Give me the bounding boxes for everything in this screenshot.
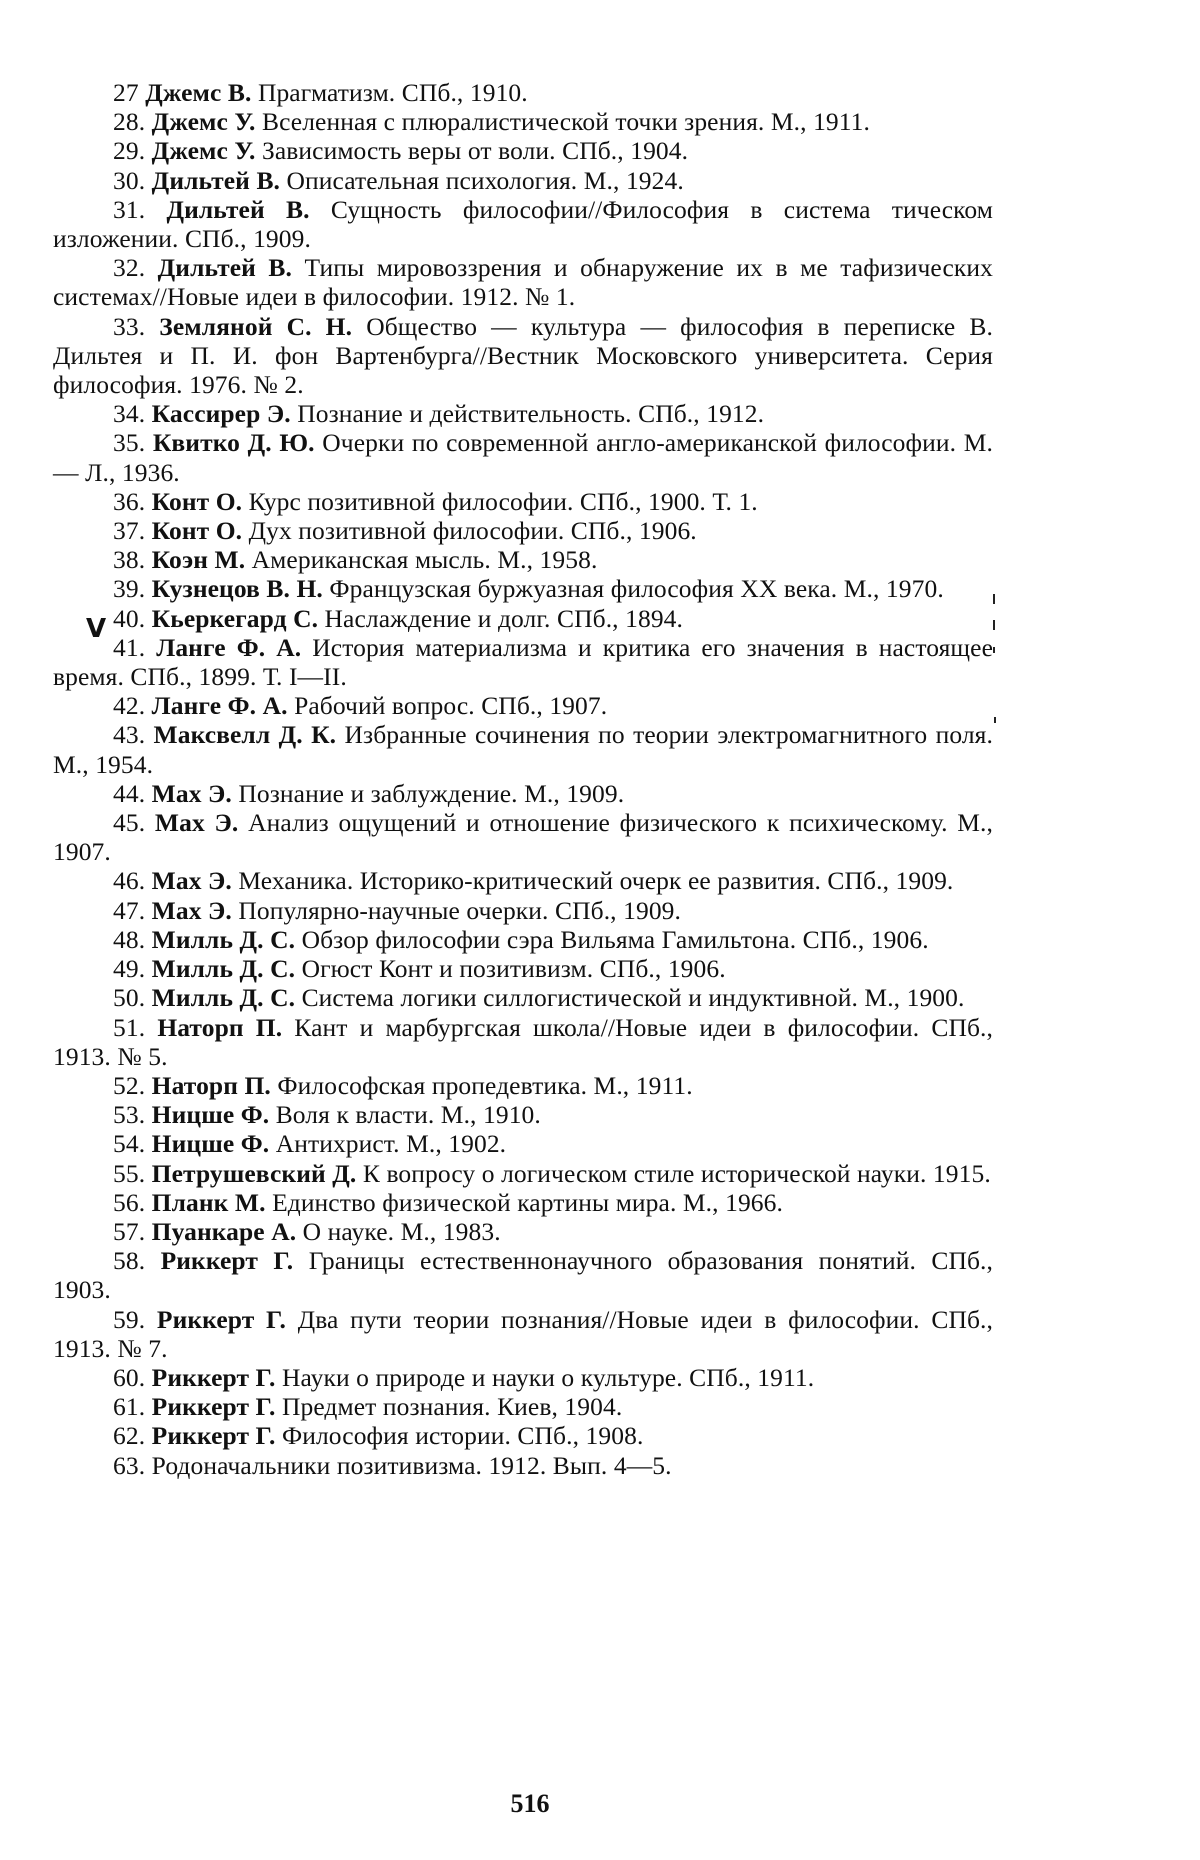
entry-author: Риккерт Г. [156,1304,286,1334]
entry-text: Курс позитивной философии. СПб., 1900. Т. 1. [248,486,758,516]
entry-author: Пуанкаре А. [151,1216,297,1246]
bibliography-entry [53,1159,993,1188]
entry-text: Типы мировоззрения и обнаружение их в ме тафизических системах//Новые идеи в философии. 1912. № 1. [53,253,993,312]
entry-text: Вселенная с плюралистической точки зрения. М., 1911. [261,107,871,137]
entry-author: Риккерт Г. [151,1421,276,1451]
bibliography-entry [53,808,993,866]
entry-text: Очерки по современной англо-американской философии. М.— Л., 1936. [53,428,993,487]
entry-number: 45. [113,808,146,838]
page-number: 516 [510,1789,550,1818]
entry-author: Ланге Ф. А. [156,632,302,662]
entry-text: Воля к власти. М., 1910. [275,1100,541,1130]
entry-number: 50. [113,983,146,1013]
entry-text: Огюст Конт и позитивизм. СПб., 1906. [301,954,726,984]
entry-number: 58. [113,1246,146,1276]
entry-text: Американская мысль. М., 1958. [251,545,598,575]
entry-text: Описательная психология. М., 1924. [286,165,684,195]
bibliography-entry [53,604,993,633]
bibliography-entry [53,428,993,486]
entry-number: 34. [113,399,146,429]
entry-number: 33. [113,311,146,341]
margin-tick-icon [993,594,995,604]
entry-text: Науки о природе и науки о культуре. СПб., 1911. [281,1362,815,1392]
bibliography-entry [53,866,993,895]
entry-author: Петрушевский Д. [151,1158,357,1188]
entry-author: Мах Э. [151,866,232,896]
entry-author: Мах Э. [151,778,232,808]
entry-author: Кьеркегард С. [151,603,319,633]
entry-number: 48. [113,924,146,954]
bibliography-entry [53,545,993,574]
entry-number: 63. [113,1450,146,1480]
bibliography-entry [53,1246,993,1304]
entry-author: Джемс В. [145,78,252,107]
entry-text: Границы естественнонаучного образования понятий. СПб., 1903. [53,1246,994,1305]
bibliography-entry [53,779,993,808]
entry-number: 31. [113,194,146,224]
entry-number: 43. [113,720,146,750]
entry-author: Планк М. [151,1187,266,1217]
entry-author: Квитко Д. Ю. [152,428,315,458]
bibliography-entry [53,720,993,778]
bibliography-entry [53,166,993,195]
entry-author: Джемс У. [151,107,256,137]
entry-text: Познание и действительность. СПб., 1912. [297,399,765,429]
entry-author: Кузнецов В. Н. [151,574,323,604]
entry-text: Дух позитивной философии. СПб., 1906. [248,516,697,546]
entry-number: 56. [113,1187,146,1217]
entry-author: Милль Д. С. [151,954,296,984]
entry-number: 60. [113,1362,146,1392]
bibliography-entry [53,1129,993,1158]
entry-number: 57. [113,1216,146,1246]
entry-author: Ницше Ф. [151,1100,270,1130]
entry-number: 42. [113,691,146,721]
entry-text: Познание и заблуждение. М., 1909. [238,778,625,808]
entry-author: Мах Э. [151,895,232,925]
bibliography-entry [53,1100,993,1129]
bibliography-entry [53,1421,993,1450]
entry-text: Популярно-научные очерки. СПб., 1909. [238,895,681,925]
entry-author: Риккерт Г. [151,1392,276,1422]
entry-text: К вопросу о логическом стиле исторической науки. 1915. [362,1158,991,1188]
entry-text: Прагматизм. СПб., 1910. [257,78,528,107]
bibliography-entry [53,195,993,253]
entry-number: 27 [113,78,139,107]
entry-number: 53. [113,1100,146,1130]
entry-number: 35. [113,428,146,458]
entry-number: 39. [113,574,146,604]
bibliography-entry [53,1363,993,1392]
bibliography-entry [53,954,993,983]
entry-author: Ланге Ф. А. [151,691,288,721]
entry-text: Общество — культура — философия в переписке В. Дильтея и П. И. фон Вартенбурга//Вестник Московского университета. Серия философия. 1976. № 2. [53,311,993,400]
bibliography-entry [53,983,993,1012]
entry-number: 51. [113,1012,146,1042]
entry-text: Рабочий вопрос. СПб., 1907. [294,691,608,721]
entry-number: 28. [113,107,146,137]
entry-author: Земляной С. Н. [159,311,353,341]
entry-number: 55. [113,1158,146,1188]
entry-author: Дильтей В. [166,194,310,224]
entry-text: Обзор философии сэра Вильяма Гамильтона. СПб., 1906. [301,924,929,954]
entry-text: История материализма и критика его значения в настоящее время. СПб., 1899. Т. I—II. [53,632,994,692]
bibliography-entry [53,253,993,311]
entry-author: Мах Э. [154,808,239,838]
entry-number: 54. [113,1129,146,1159]
margin-tick-icon [994,717,996,723]
bibliography-entry [53,1071,993,1100]
entry-author: Коэн М. [151,545,246,575]
entry-author: Конт О. [151,516,243,546]
entry-author: Милль Д. С. [151,924,296,954]
entry-text: Философия истории. СПб., 1908. [281,1421,644,1451]
bibliography-entry [53,1217,993,1246]
entry-text: О науке. М., 1983. [302,1216,501,1246]
entry-author: Кассирер Э. [151,399,291,429]
bibliography-entry [53,1013,993,1071]
check-mark-icon: V [86,614,107,644]
entry-number: 62. [113,1421,146,1451]
entry-author: Конт О. [151,486,243,516]
entry-author: Риккерт Г. [151,1362,276,1392]
entry-author: Ницше Ф. [151,1129,270,1159]
bibliography-list [53,78,993,1480]
entry-text: Антихрист. М., 1902. [275,1129,507,1159]
bibliography-entry [53,925,993,954]
bibliography-entry [53,1451,993,1480]
entry-text: Единство физической картины мира. М., 1966. [272,1187,783,1217]
entry-number: 38. [113,545,146,575]
entry-text: Философская пропедевтика. М., 1911. [277,1070,693,1100]
entry-number: 41. [113,632,146,662]
entry-author: Джемс У. [151,136,256,166]
margin-tick-icon [993,620,995,630]
entry-number: 49. [113,954,146,984]
entry-text: Зависимость веры от воли. СПб., 1904. [261,136,689,166]
entry-number: 46. [113,866,146,896]
entry-number: 36. [113,486,146,516]
bibliography-entry [53,516,993,545]
entry-text: Предмет познания. Киев, 1904. [281,1392,623,1422]
entry-number: 47. [113,895,146,925]
entry-text: Французская буржуазная философия XX века. М., 1970. [329,574,944,604]
entry-text: Система логики силлогистической и индуктивной. М., 1900. [301,983,965,1013]
entry-text: Кант и марбургская школа//Новые идеи в философии. СПб., 1913. № 5. [53,1012,993,1071]
entry-author: Дильтей В. [157,253,292,283]
entry-number: 30. [113,165,146,195]
entry-author: Риккерт Г. [160,1246,294,1276]
entry-author: Милль Д. С. [151,983,296,1013]
bibliography-entry [53,1188,993,1217]
bibliography-entry [53,1392,993,1421]
entry-text: Родоначальники позитивизма. 1912. Вып. 4—5. [151,1450,672,1480]
margin-tick-icon [993,647,995,653]
entry-author: Дильтей В. [151,165,281,195]
entry-number: 52. [113,1070,146,1100]
bibliography-entry [53,78,993,107]
entry-number: 29. [113,136,146,166]
entry-text: Механика. Историко-критический очерк ее развития. СПб., 1909. [238,866,954,896]
entry-number: 40. [113,603,146,633]
bibliography-entry [53,107,993,136]
bibliography-entry [53,136,993,165]
bibliography-entry [53,1305,993,1363]
entry-text: Анализ ощущений и отношение физического к психическому. М., 1907. [53,808,994,867]
entry-text: Сущность философии//Философия в система тическом изложении. СПб., 1909. [53,194,993,254]
bibliography-entry [53,896,993,925]
entry-number: 32. [113,253,146,283]
entry-number: 37. [113,516,146,546]
entry-author: Наторп П. [157,1012,283,1042]
bibliography-entry [53,312,993,400]
bibliography-entry [53,487,993,516]
entry-text: Избранные сочинения по теории электромагнитного поля. М., 1954. [53,720,993,779]
entry-number: 44. [113,778,146,808]
bibliography-entry [53,574,993,603]
bibliography-entry [53,633,993,691]
entry-author: Наторп П. [151,1070,271,1100]
entry-text: Два пути теории познания//Новые идеи в философии. СПб., 1913. № 7. [53,1304,994,1363]
entry-number: 59. [113,1304,146,1334]
bibliography-entry [53,399,993,428]
bibliography-entry [53,691,993,720]
entry-number: 61. [113,1392,146,1422]
entry-text: Наслаждение и долг. СПб., 1894. [324,603,684,633]
entry-author: Максвелл Д. К. [153,720,337,750]
